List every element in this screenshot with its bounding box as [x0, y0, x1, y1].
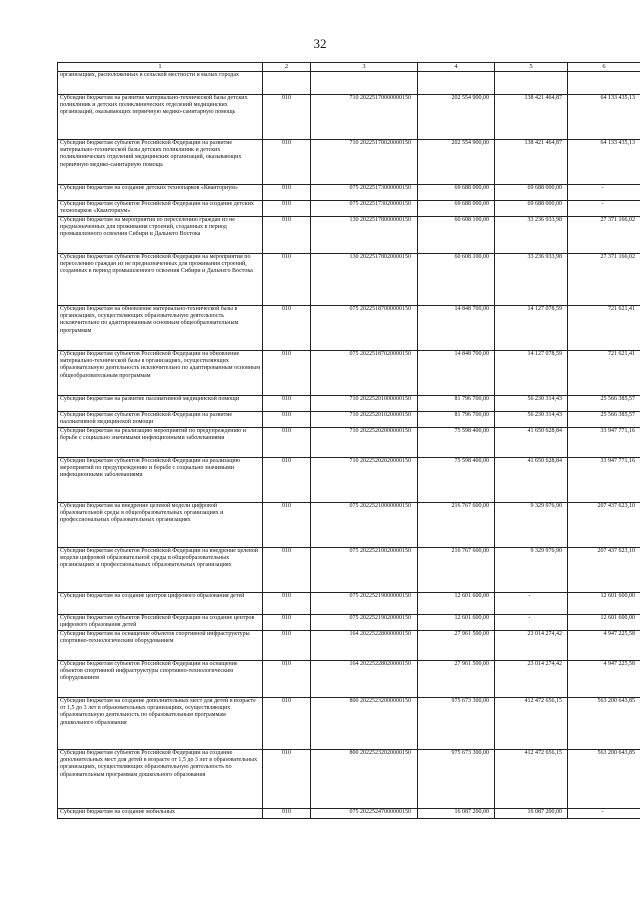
- row-name-cell: Субсидии бюджетам на создание мобильных: [58, 809, 263, 819]
- row-plan-cell: 81 796 700,00: [418, 412, 495, 428]
- row-kbk-cell: 164 20225228020000150: [311, 661, 418, 698]
- table-row: [58, 351, 640, 396]
- row-kbk-cell: 130 20225178000000150: [311, 217, 418, 254]
- row-fact-cell: 14 127 078,59: [495, 351, 568, 396]
- row-name-cell: Субсидии бюджетам субъектов Российской Федерации на обновление материально-технической базы в организациях, осуществляющих образовательную деятельность исключительно по адаптированным основным общеобразовательным программам: [58, 351, 263, 396]
- row-name-cell: Субсидии бюджетам на развитие материально-технической базы детских поликлиник и детских поликлинических отделений медицинских организаций, оказывающих первичную медико-санитарную помощь: [58, 95, 263, 140]
- row-kbk-cell: 075 20225173000000150: [311, 185, 418, 201]
- row-rest-cell: 207 437 623,10: [568, 503, 640, 548]
- row-kbk-cell: 075 20225210000000150: [311, 503, 418, 548]
- row-plan-cell: 202 554 900,00: [418, 95, 495, 140]
- row-kbk-cell: 710 20225201020000150: [311, 412, 418, 428]
- row-code-cell: 010: [263, 593, 311, 615]
- row-rest-cell: -: [568, 185, 640, 201]
- row-plan-cell: 60 608 100,00: [418, 217, 495, 254]
- header-col-4: 4: [418, 63, 495, 72]
- table-row: [58, 412, 640, 428]
- table-row: [58, 593, 640, 615]
- row-fact-cell: 41 650 628,84: [495, 458, 568, 503]
- row-kbk-cell: 710 20225170020000150: [311, 140, 418, 185]
- row-plan-cell: 81 796 700,00: [418, 396, 495, 412]
- row-code-cell: 010: [263, 503, 311, 548]
- row-name-cell: Субсидии бюджетам на оснащение объектов спортивной инфраструктуры спортивно-технологическим оборудованием: [58, 631, 263, 661]
- row-fact-cell: 33 236 933,98: [495, 217, 568, 254]
- row-plan-cell: 69 688 000,00: [418, 185, 495, 201]
- row-plan-cell: 14 848 700,00: [418, 351, 495, 396]
- row-plan-cell: 14 848 700,00: [418, 306, 495, 351]
- header-col-1: 1: [58, 63, 263, 72]
- header-col-2: 2: [263, 63, 311, 72]
- row-name-cell: Субсидии бюджетам на создание центров цифрового образования детей: [58, 593, 263, 615]
- row-code-cell: 010: [263, 661, 311, 698]
- row-fact-cell: 56 230 314,43: [495, 396, 568, 412]
- row-plan-cell: 216 767 600,00: [418, 548, 495, 593]
- table-row: [58, 750, 640, 809]
- row-name-cell: Субсидии бюджетам на обновление материально-технической базы в организациях, осуществляющих образовательную деятельность исключительно по адаптированным основным общеобразовательным программам: [58, 306, 263, 351]
- table-row: [58, 306, 640, 351]
- row-kbk-cell: 075 20225247000000150: [311, 809, 418, 819]
- row-plan-cell: 12 601 600,00: [418, 593, 495, 615]
- row-code-cell: 010: [263, 548, 311, 593]
- row-kbk-cell: 800 20225232000000150: [311, 698, 418, 750]
- page-number: 32: [313, 36, 327, 51]
- row-code-cell: 010: [263, 809, 311, 819]
- table-row: [58, 396, 640, 412]
- row-name-cell: Субсидии бюджетам на создание дополнительных мест для детей в возрасте от 1,5 до 3 лет в образовательных организациях, осуществляющих образовательную деятельность по образовательным программам дошкольного образования: [58, 698, 263, 750]
- row-kbk-cell: 710 20225202020000150: [311, 458, 418, 503]
- row-code-cell: 010: [263, 428, 311, 458]
- table-row: [58, 428, 640, 458]
- row-code-cell: 010: [263, 201, 311, 217]
- row-name-cell: Субсидии бюджетам субъектов Российской Федерации на реализацию мероприятий по предупреждению и борьбе с социально значимыми инфекционными заболеваниями: [58, 458, 263, 503]
- row-fact-cell: 41 650 628,84: [495, 428, 568, 458]
- row-fact-cell: -: [495, 615, 568, 631]
- row-plan-cell: 216 767 600,00: [418, 503, 495, 548]
- row-plan-cell: 75 598 400,00: [418, 428, 495, 458]
- row-code-cell: 010: [263, 615, 311, 631]
- row-rest-cell: 721 621,41: [568, 306, 640, 351]
- table-row: [58, 631, 640, 661]
- row-fact-cell: 9 329 976,90: [495, 503, 568, 548]
- row-rest-cell: 27 371 166,02: [568, 217, 640, 254]
- row-name-cell: Субсидии бюджетам субъектов Российской Федерации на создание дополнительных мест для детей в возрасте от 1,5 до 3 лет в образовательных организациях, осуществляющих образовательную деятельность по образовательным программам дошкольного образования: [58, 750, 263, 809]
- row-kbk-cell: 710 20225202000000150: [311, 428, 418, 458]
- row-name-cell: Субсидии бюджетам субъектов Российской Федерации на создание детских технопарков «Кванториум»: [58, 201, 263, 217]
- row-fact-cell: 138 421 464,87: [495, 95, 568, 140]
- row-fact-cell: 9 329 976,90: [495, 548, 568, 593]
- row-rest-cell: [568, 72, 640, 95]
- row-fact-cell: [495, 72, 568, 95]
- row-name-cell: Субсидии бюджетам на создание детских технопарков «Кванториум»: [58, 185, 263, 201]
- row-rest-cell: 721 621,41: [568, 351, 640, 396]
- row-fact-cell: 14 127 078,59: [495, 306, 568, 351]
- row-name-cell: Субсидии бюджетам субъектов Российской Федерации на мероприятия по переселению граждан из не предназначенных для проживания строений, созданных в период промышленного освоения Сибири и Дальнего Востока: [58, 254, 263, 306]
- row-rest-cell: 207 437 623,10: [568, 548, 640, 593]
- row-plan-cell: 27 961 500,00: [418, 661, 495, 698]
- row-name-cell: Субсидии бюджетам на развитие паллиативной медицинской помощи: [58, 396, 263, 412]
- row-fact-cell: 23 014 274,42: [495, 661, 568, 698]
- table-row: [58, 201, 640, 217]
- row-kbk-cell: 075 20225187000000150: [311, 306, 418, 351]
- row-rest-cell: -: [568, 809, 640, 819]
- row-plan-cell: 69 688 000,00: [418, 201, 495, 217]
- row-plan-cell: 975 673 300,00: [418, 698, 495, 750]
- table-row: [58, 458, 640, 503]
- row-code-cell: 010: [263, 217, 311, 254]
- row-code-cell: [263, 72, 311, 95]
- row-rest-cell: 33 947 771,16: [568, 458, 640, 503]
- row-fact-cell: 69 688 000,00: [495, 185, 568, 201]
- row-kbk-cell: 164 20225228000000150: [311, 631, 418, 661]
- row-name-cell: Субсидии бюджетам субъектов Российской Федерации на развитие паллиативной медицинской помощи: [58, 412, 263, 428]
- row-rest-cell: 12 601 600,00: [568, 615, 640, 631]
- row-code-cell: 010: [263, 458, 311, 503]
- table-row: [58, 809, 640, 819]
- row-plan-cell: 75 598 400,00: [418, 458, 495, 503]
- row-rest-cell: 33 947 771,16: [568, 428, 640, 458]
- row-rest-cell: -: [568, 201, 640, 217]
- row-kbk-cell: 075 20225210020000150: [311, 548, 418, 593]
- row-plan-cell: 202 554 900,00: [418, 140, 495, 185]
- row-rest-cell: 4 947 225,58: [568, 631, 640, 661]
- row-kbk-cell: 130 20225178020000150: [311, 254, 418, 306]
- header-col-6: 6: [568, 63, 640, 72]
- table-row: [58, 698, 640, 750]
- row-fact-cell: 33 236 933,98: [495, 254, 568, 306]
- row-name-cell: Субсидии бюджетам субъектов Российской Федерации на оснащение объектов спортивной инфраструктуры спортивно-технологическим оборудованием: [58, 661, 263, 698]
- row-kbk-cell: [311, 72, 418, 95]
- row-code-cell: 010: [263, 95, 311, 140]
- table-row: [58, 217, 640, 254]
- table-body: [58, 72, 640, 819]
- row-kbk-cell: 710 20225170000000150: [311, 95, 418, 140]
- row-code-cell: 010: [263, 351, 311, 396]
- row-rest-cell: 64 133 435,13: [568, 95, 640, 140]
- budget-table: [57, 62, 640, 819]
- row-kbk-cell: 800 20225232020000150: [311, 750, 418, 809]
- row-plan-cell: 975 673 300,00: [418, 750, 495, 809]
- row-code-cell: 010: [263, 698, 311, 750]
- row-plan-cell: 12 601 600,00: [418, 615, 495, 631]
- row-name-cell: Субсидии бюджетам субъектов Российской Федерации на развитие материально-технической базы детских поликлиник и детских поликлинических отделений медицинских организаций, оказывающих первичную медико-санитарную помощь: [58, 140, 263, 185]
- table-row: [58, 661, 640, 698]
- row-kbk-cell: 710 20225201000000150: [311, 396, 418, 412]
- table-row: [58, 72, 640, 95]
- row-fact-cell: 412 472 656,15: [495, 698, 568, 750]
- row-fact-cell: 69 688 000,00: [495, 201, 568, 217]
- row-rest-cell: 27 371 166,02: [568, 254, 640, 306]
- row-rest-cell: 563 200 643,85: [568, 750, 640, 809]
- row-name-cell: Субсидии бюджетам субъектов Российской Федерации на создание центров цифрового образования детей: [58, 615, 263, 631]
- row-rest-cell: 12 601 600,00: [568, 593, 640, 615]
- header-col-5: 5: [495, 63, 568, 72]
- row-name-cell: Субсидии бюджетам на внедрение целевой модели цифровой образовательной среды в общеобразовательных организациях и профессиональных образовательных организациях: [58, 503, 263, 548]
- row-code-cell: 010: [263, 396, 311, 412]
- table-row: [58, 503, 640, 548]
- row-code-cell: 010: [263, 140, 311, 185]
- row-code-cell: 010: [263, 185, 311, 201]
- row-kbk-cell: 075 20225219000000150: [311, 593, 418, 615]
- table-row: [58, 185, 640, 201]
- row-plan-cell: 16 087 200,00: [418, 809, 495, 819]
- row-rest-cell: 25 566 385,57: [568, 412, 640, 428]
- table-header-row: [58, 63, 640, 72]
- row-name-cell: Субсидии бюджетам субъектов Российской Федерации на внедрение целевой модели цифровой образовательной среды в общеобразовательных организациях и профессиональных образовательных организациях: [58, 548, 263, 593]
- row-name-cell: организациях, расположенных в сельской местности и малых городах: [58, 72, 263, 95]
- table-row: [58, 615, 640, 631]
- row-rest-cell: 563 200 643,85: [568, 698, 640, 750]
- row-kbk-cell: 075 20225219020000150: [311, 615, 418, 631]
- table-row: [58, 254, 640, 306]
- row-fact-cell: 23 014 274,42: [495, 631, 568, 661]
- row-name-cell: Субсидии бюджетам на реализацию мероприятий по предупреждению и борьбе с социально значимыми инфекционными заболеваниями: [58, 428, 263, 458]
- row-rest-cell: 64 133 435,13: [568, 140, 640, 185]
- row-code-cell: 010: [263, 254, 311, 306]
- table-row: [58, 95, 640, 140]
- row-code-cell: 010: [263, 631, 311, 661]
- row-fact-cell: -: [495, 593, 568, 615]
- row-rest-cell: 4 947 225,58: [568, 661, 640, 698]
- row-fact-cell: 16 087 200,00: [495, 809, 568, 819]
- row-code-cell: 010: [263, 750, 311, 809]
- row-code-cell: 010: [263, 412, 311, 428]
- row-kbk-cell: 075 20225187020000150: [311, 351, 418, 396]
- row-code-cell: 010: [263, 306, 311, 351]
- row-fact-cell: 138 421 464,87: [495, 140, 568, 185]
- row-name-cell: Субсидии бюджетам на мероприятия по переселению граждан из не предназначенных для проживания строений, созданных в период промышленного освоения Сибири и Дальнего Востока: [58, 217, 263, 254]
- row-kbk-cell: 075 20225173020000150: [311, 201, 418, 217]
- row-plan-cell: 27 961 500,00: [418, 631, 495, 661]
- table-row: [58, 140, 640, 185]
- row-fact-cell: 56 230 314,43: [495, 412, 568, 428]
- row-rest-cell: 25 566 385,57: [568, 396, 640, 412]
- row-plan-cell: 60 608 100,00: [418, 254, 495, 306]
- header-col-3: 3: [311, 63, 418, 72]
- row-fact-cell: 412 472 656,15: [495, 750, 568, 809]
- table-row: [58, 548, 640, 593]
- row-plan-cell: [418, 72, 495, 95]
